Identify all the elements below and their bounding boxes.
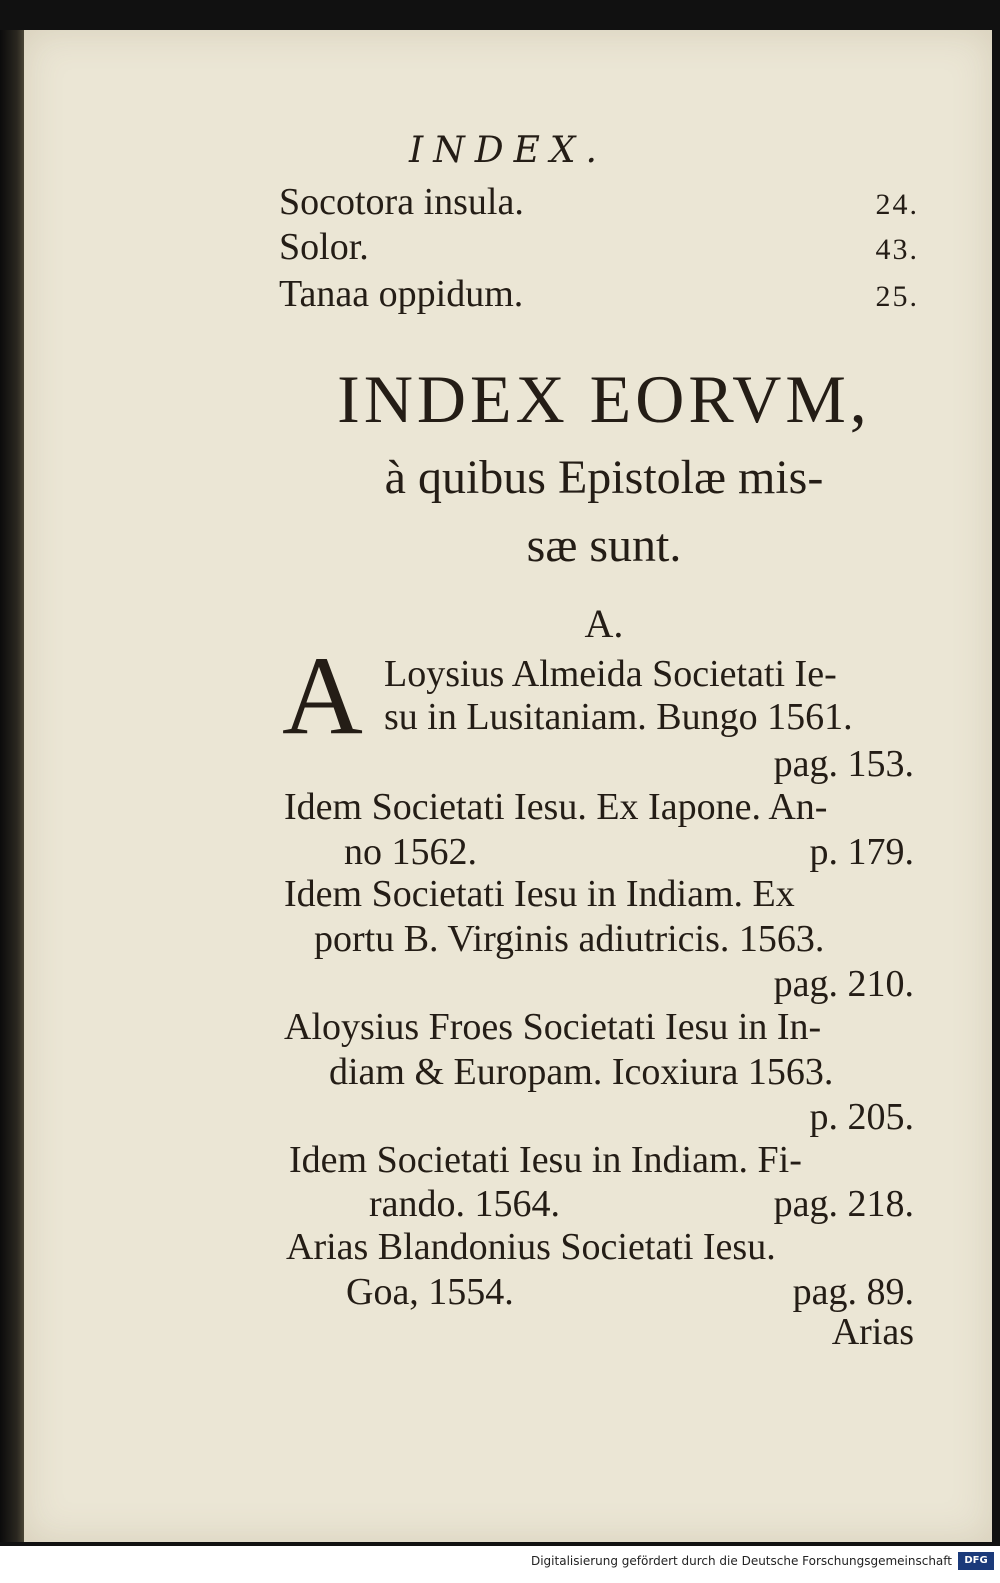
toc-entry [279,272,919,316]
entry-page-ref: pag. 218. [773,1183,914,1225]
entry-page-ref: p. 179. [809,831,914,873]
entry-line: Loysius Almeida Societati Ie- [384,653,837,695]
footer-credit-text: Digitalisierung gefördert durch die Deutsche Forschungsgemeinschaft [530,1554,952,1568]
toc-entry-label: Tanaa oppidum. [279,273,524,315]
dfg-logo: DFG [958,1552,994,1570]
section-subtitle-line2: sæ sunt. [526,519,682,572]
book-page [24,30,992,1542]
toc-entry [279,180,919,224]
entry-line: Goa, 1554. [346,1271,514,1313]
entry-line: Idem Societati Iesu in Indiam. Ex [284,873,795,915]
toc-entry-label: Solor. [279,226,369,268]
toc-entry-label: Socotora insula. [279,181,524,223]
entry-line: su in Lusitaniam. Bungo 1561. [384,696,853,738]
toc-entry [279,225,919,269]
entry-page-ref: p. 205. [809,1096,914,1138]
entry-line: Aloysius Froes Societati Iesu in In- [284,1006,822,1048]
toc-entry-page: 25. [875,280,919,313]
toc-entry-page: 43. [875,233,919,266]
entry-page-ref: pag. 89. [792,1271,914,1313]
section-subtitle-line1: à quibus Epistolæ mis- [384,451,824,504]
entry-line: rando. 1564. [369,1183,561,1225]
entry-line: diam & Europam. Icoxiura 1563. [329,1051,834,1093]
running-head: INDEX. [409,130,607,171]
entry-line: no 1562. [344,831,477,873]
catchword: Arias [831,1311,914,1353]
entry-line: portu B. Virginis adiutricis. 1563. [314,918,825,960]
section-title: INDEX EORVM, [337,361,871,437]
entry-line: Idem Societati Iesu. Ex Iapone. An- [284,786,828,828]
entry-line: Idem Societati Iesu in Indiam. Fi- [289,1139,802,1181]
entry-line: Arias Blandonius Societati Iesu. [286,1226,776,1268]
drop-cap: A [282,634,363,758]
book-spine-edge [0,30,24,1542]
entry-page-ref: pag. 153. [773,743,914,785]
entry-page-ref: pag. 210. [773,963,914,1005]
section-letter: A. [584,601,624,646]
toc-entry-page: 24. [875,188,919,221]
digitization-footer [0,1546,1000,1583]
